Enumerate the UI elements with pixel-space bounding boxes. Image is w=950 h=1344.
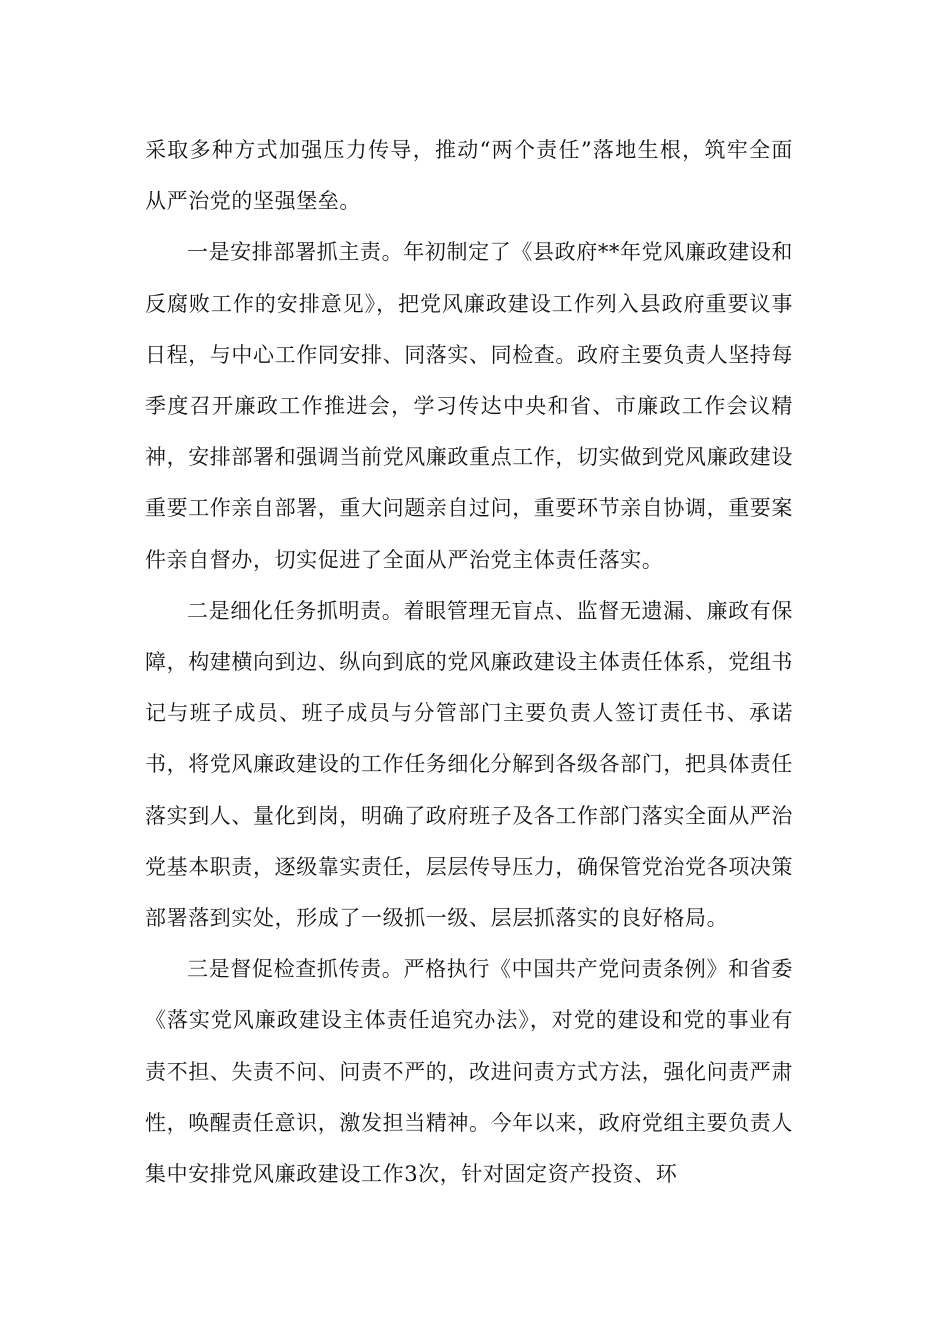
paragraph-point-two: 二是细化任务抓明责。着眼管理无盲点、监督无遗漏、廉政有保障，构建横向到边、纵向到底的党风廉政建设主体责任体系，党组书记与班子成员、班子成员与分管部门主要负责人签订责任书、承诺书，将党风廉政建设的工作任务细化分解到各级各部门，把具体责任落实到人、量化到岗，明确了政府班子及各工作部门落实全面从严治党基本职责，逐级靠实责任，层层传导压力，确保管党治党各项决策部署落到实处，形成了一级抓一级、层层抓落实的良好格局。	[145, 598, 793, 931]
paragraph-intro-continuation: 采取多种方式加强压力传导，推动“两个责任”落地生根，筑牢全面从严治党的坚强堡垒。	[145, 138, 793, 214]
paragraph-point-three: 三是督促检查抓传责。严格执行《中国共产党问责条例》和省委《落实党风廉政建设主体责任追究办法》，对党的建设和党的事业有责不担、失责不问、问责不严的，改进问责方式方法，强化问责严肃性，唤醒责任意识，激发担当精神。今年以来，政府党组主要负责人集中安排党风廉政建设工作3次，针对固定资产投资、环	[145, 957, 793, 1187]
paragraph-point-one: 一是安排部署抓主责。年初制定了《县政府**年党风廉政建设和反腐败工作的安排意见》，把党风廉政建设工作列入县政府重要议事日程，与中心工作同安排、同落实、同检查。政府主要负责人坚持每季度召开廉政工作推进会，学习传达中央和省、市廉政工作会议精神，安排部署和强调当前党风廉政重点工作，切实做到党风廉政建设重要工作亲自部署，重大问题亲自过问，重要环节亲自协调，重要案件亲自督办，切实促进了全面从严治党主体责任落实。	[145, 240, 793, 572]
document-body	[145, 125, 793, 1200]
